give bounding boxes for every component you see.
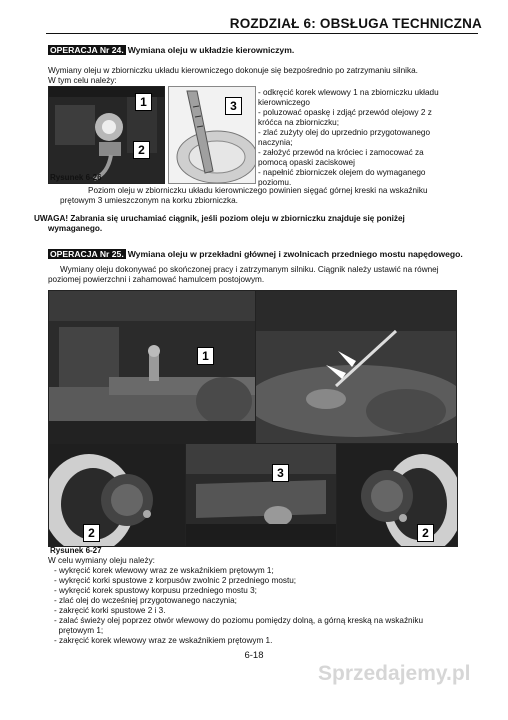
op24-step: kierowniczego bbox=[258, 98, 310, 107]
chapter-title: ROZDZIAŁ 6: OBSŁUGA TECHNICZNA bbox=[229, 16, 482, 31]
figure-6-27-label-3: 3 bbox=[272, 464, 289, 482]
op24-note-1: Poziom oleju w zbiorniczku układu kierowniczego powinien sięgać górnej kreski na wskaźniku bbox=[88, 186, 428, 195]
op24-step: pomocą opaski zaciskowej bbox=[258, 158, 355, 167]
op25-step: - wykręcić korek spustowy korpusu przedniego mostu 3; bbox=[54, 586, 257, 595]
op24-step: naczynia; bbox=[258, 138, 293, 147]
op24-intro-1: Wymiany oleju w zbiorniczku układu kierowniczego dokonuje się bezpośrednio po zatrzymaniu silnika. bbox=[48, 66, 418, 75]
op25-step: - zakręcić korek wlewowy wraz ze wskaźnikiem prętowym 1. bbox=[54, 636, 273, 645]
figure-6-27-photo-dipstick bbox=[255, 290, 457, 444]
op25-step: - zlać olej do wcześniej przygotowanego naczynia; bbox=[54, 596, 237, 605]
op24-step: - odkręcić korek wlewowy 1 na zbiorniczku układu bbox=[258, 88, 439, 97]
figure-6-26-photo-reservoir bbox=[48, 86, 165, 184]
warning-line-1: UWAGA! Zabrania się uruchamiać ciągnik, jeśli poziom oleju w zbiorniczku znajduje się poniżej bbox=[34, 214, 405, 223]
op24-step: - napełnić zbiorniczek olejem do wymaganego bbox=[258, 168, 426, 177]
watermark-logo: Sprzedajemy.pl bbox=[318, 662, 471, 685]
dipstick-photo-drawing bbox=[169, 87, 255, 183]
op24-note-2: prętowym 3 umieszczonym na korku zbiorniczka. bbox=[60, 196, 238, 205]
figure-6-27-photo-axle-filler bbox=[48, 290, 256, 444]
op25-steps bbox=[54, 566, 423, 646]
op24-step: króćca na zbiorniczku; bbox=[258, 118, 339, 127]
page-number: 6-18 bbox=[244, 650, 264, 661]
op24-step: - założyć przewód na króciec i zamocować za bbox=[258, 148, 424, 157]
figure-6-27-photo-drain bbox=[185, 443, 337, 547]
op25-steps-intro: W celu wymiany oleju należy: bbox=[48, 556, 155, 565]
op24-heading bbox=[48, 45, 294, 55]
figure-6-27-photo-right-hub bbox=[336, 443, 458, 547]
op24-step: - poluzować opaskę i zdjąć przewód olejowy 2 z bbox=[258, 108, 432, 117]
drain-photo-drawing bbox=[186, 444, 336, 546]
figure-6-26-photo-dipstick bbox=[168, 86, 256, 184]
op24-step: - zlać zużyty olej do uprzednio przygotowanego bbox=[258, 128, 431, 137]
figure-6-27-photo-left-hub bbox=[48, 443, 186, 547]
figure-6-27-label-2-left: 2 bbox=[83, 524, 100, 542]
op24-tag: OPERACJA Nr 24. bbox=[50, 45, 124, 55]
axle-filler-photo-drawing bbox=[49, 291, 255, 443]
op24-title: Wymiana oleju w układzie kierowniczym. bbox=[127, 45, 295, 55]
op25-step: - zalać świeży olej poprzez otwór wlewowy do poziomu pomiędzy dolną, a górną kreską na wskaźniku bbox=[54, 616, 424, 625]
op25-step: prętowym 1; bbox=[54, 626, 104, 635]
left-hub-photo-drawing bbox=[49, 444, 185, 546]
figure-6-27-label-2-right: 2 bbox=[417, 524, 434, 542]
figure-6-26-label-1: 1 bbox=[135, 93, 152, 111]
figure-6-26-label-3: 3 bbox=[225, 97, 242, 115]
op24-step: poziomu. bbox=[258, 178, 292, 187]
dipstick-detail-photo-drawing bbox=[256, 291, 456, 443]
op24-steps bbox=[258, 88, 439, 188]
op25-intro-2: poziomej powierzchni i zahamować hamulcem postojowym. bbox=[48, 275, 265, 284]
op25-step: - wykręcić korki spustowe z korpusów zwolnic 2 przedniego mostu; bbox=[54, 576, 297, 585]
figure-6-26-caption: Rysunek 6-26 bbox=[50, 173, 102, 182]
op25-step: - zakręcić korki spustowe 2 i 3. bbox=[54, 606, 166, 615]
op24-intro-2: W tym celu należy: bbox=[48, 76, 117, 85]
figure-6-27-label-1: 1 bbox=[197, 347, 214, 365]
warning-line-2: wymaganego. bbox=[48, 224, 103, 233]
op25-intro-1: Wymiany oleju dokonywać po skończonej pracy i zatrzymanym silniku. Ciągnik należy ustawić na równej bbox=[60, 265, 439, 274]
header-rule bbox=[46, 33, 478, 34]
right-hub-photo-drawing bbox=[337, 444, 457, 546]
op25-tag: OPERACJA Nr 25. bbox=[50, 249, 124, 259]
figure-6-27-caption: Rysunek 6-27 bbox=[50, 546, 102, 555]
op25-title: Wymiana oleju w przekładni głównej i zwolnicach przedniego mostu napędowego. bbox=[127, 249, 463, 259]
op25-step: - wykręcić korek wlewowy wraz ze wskaźnikiem prętowym 1; bbox=[54, 566, 274, 575]
op25-heading bbox=[48, 249, 463, 259]
figure-6-26-label-2: 2 bbox=[133, 141, 150, 159]
